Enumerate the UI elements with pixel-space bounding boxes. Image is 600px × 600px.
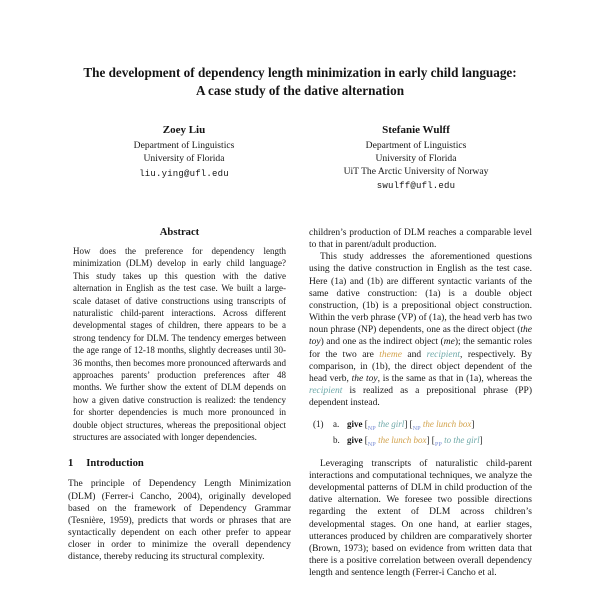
paper-title: The development of dependency length minimization in early child language: A case study of the dative alternation <box>83 65 517 98</box>
text-segment: and <box>401 349 427 360</box>
two-column-body <box>68 227 532 579</box>
example-item-letter: a. <box>333 419 340 430</box>
left-column <box>68 227 291 579</box>
author-email: swulff@ufl.edu <box>376 181 456 192</box>
right-column <box>309 227 532 579</box>
text-segment: ); the semantic roles for the two are <box>309 337 532 360</box>
author-email: liu.ying@ufl.edu <box>139 168 229 179</box>
paragraph-dative-variants <box>309 251 532 409</box>
example-content <box>347 418 532 433</box>
recipient-phrase: to the girl <box>441 434 480 445</box>
author-affiliation: University of Florida <box>375 153 457 165</box>
recipient-phrase: the girl <box>375 419 405 430</box>
recipient-role-label: recipient <box>309 385 343 396</box>
example-line-b <box>313 434 532 449</box>
theme-phrase: the lunch box <box>375 434 427 445</box>
linguistic-example-1 <box>313 418 532 448</box>
introduction-paragraph: The principle of Dependency Length Minimization (DLM) (Ferrer-i Cancho, 2004), originally developed based on the framework of Dependency Grammar (Tesnière, 1959), predicts that words or phrases that are syntactically dependent on each other prefer to appear closer in order to minimize the overall dependency distance, thereby reducing its structural complexity. <box>68 479 291 563</box>
abstract-heading: Abstract <box>159 226 200 238</box>
example-number-spacer <box>313 434 333 449</box>
author-affiliation: Department of Linguistics <box>365 140 467 152</box>
bracket: ] [ <box>426 434 435 445</box>
bracket: [ <box>362 419 368 430</box>
bracket: ] [ <box>404 419 413 430</box>
text-segment-italic: the toy <box>309 325 532 348</box>
author-name: Zoey Liu <box>162 124 206 137</box>
text-segment: is realized as a prepositional phrase (PP) dependent instead. <box>309 385 532 409</box>
text-segment: , respectively. By comparison, in (1b), the direct object dependent of the head verb, <box>309 349 533 384</box>
paragraph-continuation: children’s production of DLM reaches a comparable level to that in parent/adult production. <box>309 227 532 251</box>
section-heading-introduction <box>68 458 291 469</box>
bracket: ] <box>471 419 475 430</box>
section-title: Introduction <box>86 458 144 470</box>
text-segment: ) and one as the indirect object ( <box>320 337 444 348</box>
recipient-role-label: recipient <box>426 349 461 360</box>
example-item-letter: b. <box>333 434 340 445</box>
verb: give <box>347 419 363 430</box>
author-affiliation: University of Florida <box>143 153 225 165</box>
author-name: Stefanie Wulff <box>382 124 450 137</box>
author-row <box>68 123 532 193</box>
author-affiliation: UiT The Arctic University of Norway <box>343 165 489 177</box>
np-subscript: NP <box>367 425 376 433</box>
section-number: 1 <box>68 458 74 470</box>
author-block-1 <box>68 123 300 180</box>
bracket: [ <box>362 434 368 445</box>
text-segment: This study addresses the aforementioned questions using the dative construction in English as the test case. Here (1a) and (1b) are different syntactic variants of the same dative construction: (1a) is a double object construction, (1b) is a prepositional object construction. Within the verb phrase (VP) of (1a), the head verb has two noun phrase (NP) dependents, one as the direct object ( <box>309 252 532 336</box>
verb: give <box>347 434 363 445</box>
paragraph-leveraging: Leveraging transcripts of naturalistic child-parent interactions and computational techniques, we analyze the developmental patterns of DLM in child production of the dative alternation. We foresee two possible directions regarding the extent of DLM across children’s developmental stages. On one hand, at earlier stages, utterances produced by children are comparatively shorter (Brown, 1973); based on evidence from written data that there is a positive correlation between overall dependency length and sentence length (Ferrer-i Cancho et al. <box>309 458 532 579</box>
bracket: ] <box>479 434 483 445</box>
text-segment-italic: the toy <box>351 373 378 384</box>
np-subscript: NP <box>412 425 421 433</box>
theme-phrase: the lunch box <box>420 419 472 430</box>
pp-subscript: PP <box>434 440 442 448</box>
example-content <box>347 434 532 449</box>
theme-role-label: theme <box>379 349 402 360</box>
author-block-2 <box>300 123 532 193</box>
np-subscript: NP <box>367 440 376 448</box>
text-segment-italic: me <box>443 337 455 348</box>
example-number: (1) <box>313 419 324 430</box>
abstract-text: How does the preference for dependency length minimization (DLM) develop in early child language? This study takes up this question with the dative alternation in English as the test case. We built a large-scale dataset of dative constructions using transcripts of naturalistic child-parent interactions. Across different developmental stages of children, there appears to be a strong tendency for DLM. The tendency emerges between the age range of 12-18 months, slightly decreases until 30-36 months, then becomes more pronounced afterwards and approaches parents’ production preferences after 48 months. We further show the extent of DLM depends on how a given dative construction is realized: the tendency for shorter dependencies is much more pronounced in double object structures, whereas the prepositional object structures are associated with longer dependencies. <box>73 245 286 443</box>
text-segment: , is the same as that in (1a), whereas the <box>377 373 532 384</box>
author-affiliation: Department of Linguistics <box>133 140 235 152</box>
example-line-a <box>313 418 532 433</box>
